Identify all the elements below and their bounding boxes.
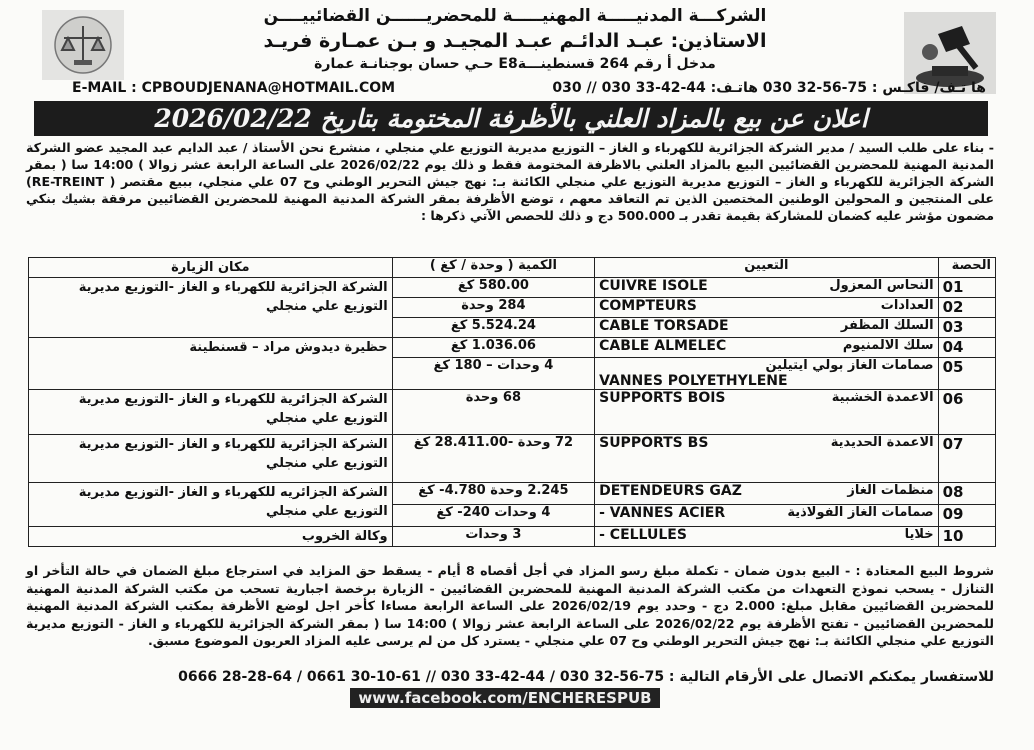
designation-ar: الاعمدة الخشبية [831,390,934,405]
designation-ar: خلايا [904,527,934,542]
lot-designation [595,527,938,547]
lot-quantity: 284 وحدة [392,298,594,318]
lot-designation [595,358,938,390]
designation-ar: صمامات الغاز الفولاذية [787,505,934,520]
lot-designation [595,483,938,505]
lots-table [28,257,996,547]
visit-location: وكالة الخروب [29,527,393,547]
visit-location: الشركة الجزائرية للكهرباء و الغاز -التوزيع مديرية التوزيع علي منجلي [29,390,393,435]
designation-ar: منظمات الغاز [847,483,934,498]
table-header-row [29,258,996,278]
company-name: الشركـــة المدنيـــــة المهنيـــــة للمحضريــــــن القضائييــــن [263,6,767,26]
lot-number: 10 [938,527,995,547]
lot-number: 04 [938,338,995,358]
lot-designation [595,435,938,483]
table-row [29,338,996,358]
designation-fr: VANNES ACIER - [599,505,726,521]
lot-designation [595,505,938,527]
table-row [29,390,996,435]
facebook-link[interactable]: www.facebook.com/ENCHERESPUB [350,688,660,708]
designation-fr: CABLE TORSADE [599,318,729,334]
designation-ar: صمامات الغاز بولي ايتيلين [765,358,934,373]
lot-number: 03 [938,318,995,338]
header-lot: الحصة [938,258,995,278]
lot-number: 02 [938,298,995,318]
designation-ar: سلك الالمنيوم [842,338,934,353]
lot-quantity: 4 وحدات 240- كغ [392,505,594,527]
lot-designation [595,318,938,338]
table-row [29,527,996,547]
designation-fr: VANNES POLYETHYLENE [599,373,788,389]
designation-ar: الاعمدة الحديدية [830,435,934,450]
lot-quantity: 1.036.06 كغ [392,338,594,358]
designation-fr: SUPPORTS BS [599,435,709,451]
lot-quantity: 2.245 وحدة 4.780- كغ [392,483,594,505]
designation-fr: CUIVRE ISOLE [599,278,708,294]
lot-quantity: 4 وحدات – 180 كغ [392,358,594,390]
lot-designation [595,278,938,298]
sale-conditions: شروط البيع المعتادة : - البيع بدون ضمان - تكملة مبلغ رسو المزاد في أجل أقصاه 8 أيام - يسقط حق المزايد في استرجاع مبلغ الضمان في حالة التأخر او التنازل - يسحب نموذج التعهدات من مكتب الشركة المدنية المهنية للمحضرين القضائيين - الزيارة برخصة اجبارية تسحب من مكتب الشركة المدنية المهنية للمحضرين القضائيين مقابل مبلغ: 2.000 دج - وحدد يوم 2026/02/19 على الساعة الرابعة مساءا كأخر اجل لوضع الأظرفة بمكتب الشركة المدنية المهنية للمحضرين القضائيين - تفتح الأظرفة يوم 2026/02/22 على الساعة الرابعة عشر زوالا ) 14:00 سا ( بمقر الشركة الجزائرية للكهرباء و الغاز - التوزيع مديرية التوزيع علي منجلي الكائنة بـ: نهج جيش التحرير الوطني وح 07 علي منجلي - يسترد كل من لم يرسى عليه المزاد العربون الموضوع مسبق. [26,563,994,648]
designation-fr: CABLE ALMELEC [599,338,727,354]
visit-location: حظيرة ديدوش مراد – قسنطينة [29,338,393,390]
email-address: E-MAIL : CPBOUDJENANA@HOTMAIL.COM [72,80,396,96]
lot-quantity: 580.00 كغ [392,278,594,298]
designation-ar: السلك المظفر [840,318,934,333]
lot-quantity: 72 وحدة -28.411.00 كغ [392,435,594,483]
designation-fr: DETENDEURS GAZ [599,483,742,499]
lot-number: 08 [938,483,995,505]
inquiry-phones: للاستفسار يمكنكم الاتصال على الأرقام التالية : 75-56-32 030 / 44-42-33 030 // 61-10-30 0661 / 64-28-28 0666 [178,669,994,685]
lot-number: 05 [938,358,995,390]
designation-fr: CELLULES - [599,527,687,543]
lot-designation [595,390,938,435]
notice-title-banner: اعلان عن بيع بالمزاد العلني بالأظرفة المختومة بتاريخ 2026/02/22 [34,101,988,136]
designation-fr: COMPTEURS [599,298,697,314]
lot-designation [595,298,938,318]
lot-quantity: 3 وحدات [392,527,594,547]
table-row [29,435,996,483]
lot-number: 07 [938,435,995,483]
designation-ar: العدادات [880,298,934,313]
table-row [29,278,996,298]
intro-paragraph: - بناء على طلب السيد / مدير الشركة الجزائرية للكهرباء و الغاز – التوزيع مديرية التوزيع علي منجلي ، منشرع نحن الأستاذ / عبد الدايم عبد المجيد عضو الشركة المدنية المهنية للمحضرين القضائيين البيع بالمزاد العلني بالاظرفة المختومة فقط و ذلك يوم 2026/02/22 على الساعة الرابعة عشر زوالا ) 14:00 سا ( بمقر الشركة الجزائرية للكهرباء و الغاز – التوزيع مديرية التوزيع علي منجلي الكائنة بـ: نهج جيش التحرير الوطني وح 07 علي منجلي، ببيع مقتصر ( RE-TREINT) على المنتجين و المحولين الوطنين المختصين الذين تم التعاقد معهم ، توضع الأظرفة بمقر الشركة المدنية المهنية للمحضرين القضائيين مرفقة بشيك بنكي مضمون مؤشر عليه كضمان للمشاركة بقيمة تقدر بـ 500.000 دج و ذلك للحصص الآتي ذكرها : [26,140,994,223]
lot-number: 06 [938,390,995,435]
visit-location: الشركة الجزائريه للكهرباء و الغاز -التوزيع مديرية التوزيع علي منجلي [29,483,393,527]
header-location: مكان الزيارة [29,258,393,278]
bailiffs-names: الاستاذين: عبـد الدائـم عبـد المجيـد و بـن عمـارة فريـد [263,30,767,52]
lot-number: 09 [938,505,995,527]
designation-fr: SUPPORTS BOIS [599,390,726,406]
lot-designation [595,338,938,358]
phone-numbers: ها تـف/ فاكـس : 75-56-32 030 هاتـف: 44-42-33 030 // 030 [552,80,986,96]
header-designation: التعيين [595,258,938,278]
table-row [29,483,996,505]
company-address: مدخل أ رقم 264 قسنطينـــةE8 حـي حسان بوجنانـة عمارة [314,56,716,72]
lot-quantity: 5.524.24 كغ [392,318,594,338]
lot-quantity: 68 وحدة [392,390,594,435]
designation-ar: النحاس المعزول [829,278,934,293]
visit-location: الشركة الجزائرية للكهرباء و الغاز -التوزيع مديرية التوزيع علي منجلي [29,435,393,483]
header-quantity: الكمية ( وحدة / كغ ) [392,258,594,278]
visit-location: الشركة الجزائرية للكهرباء و الغاز -التوزيع مديرية التوزيع علي منجلي [29,278,393,338]
lot-number: 01 [938,278,995,298]
justice-scales-logo [40,8,126,82]
